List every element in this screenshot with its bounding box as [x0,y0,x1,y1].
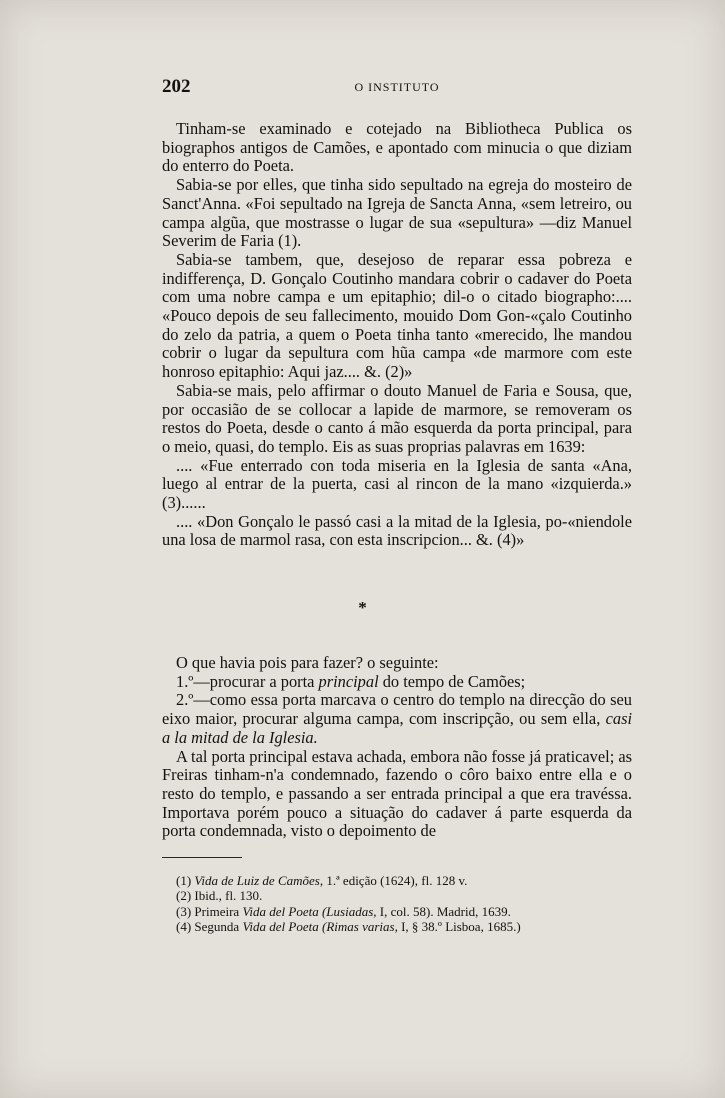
paragraph: O que havia pois para fazer? o seguinte: [176,653,439,672]
footnote [176,888,636,903]
section-separator: * [358,598,367,617]
footnote-text: Ibid., fl. 130. [194,888,263,904]
list-item-emphasis: casi a la mitad de la Iglesia. [162,709,632,747]
footnote-text: I, col. 58). Madrid, 1639. [376,903,511,919]
footnote-text: Primeira [194,903,243,919]
quotation: .... «Fue enterrado con toda miseria en la Iglesia de santa «Ana, luego al entrar de la puerta, casi al rincon de la mano «izquierda.» (3)...... [162,455,632,513]
paragraph: Tinham-se examinado e cotejado na Bibliotheca Publica os biographos antigos de Camões, e apontado com minucia o que diziam do enterro do Poeta. [162,119,632,176]
footnote-text: I, § 38.º Lisboa, 1685.) [397,918,521,934]
list-item [162,673,632,692]
running-title: O INSTITUTO [354,80,440,94]
footnote-number: (4) [176,918,192,934]
footnote-text: Segunda [194,918,243,934]
footnote-number: (1) [176,873,192,888]
footnote [176,873,636,888]
footnote-title: Vida del Poeta (Rimas varias, [242,918,398,934]
footnote-number: (2) [176,888,192,904]
footnote [176,919,636,934]
list-item-text: do tempo de Camões; [378,671,526,691]
list-item-text: 1.º—procurar a porta [176,671,319,691]
footnote [176,904,636,919]
footnote-title: Vida de Luiz de Camões, [194,873,324,888]
paragraph: Sabia-se mais, pelo affirmar o douto Manuel de Faria e Sousa, que, por occasião de se collocar a lapide de marmore, se removeram os restos do Poeta, desde o canto á mão esquerda da porta principal, para o meio, quasi, do templo. Eis as suas proprias palavras em 1639: [162,380,632,456]
main-text-continued [162,654,632,841]
main-text [162,120,632,550]
list-item [162,691,632,747]
paragraph: Sabia-se por elles, que tinha sido sepultado na egreja do mosteiro de Sanct'Anna. «Foi sepultado na Igreja de Sancta Anna, «sem letreiro, ou campa algũa, que mostrasse o lugar de sua «sepultura» —diz Manuel Severim de Faria (1). [162,175,632,251]
paragraph: A tal porta principal estava achada, embora não fosse já praticavel; as Freiras tinham-n'a condemnado, fazendo o côro baixo entre ella e o resto do templo, e passando a ser entrada principal a que era travéssa. Importava porém pouco a situação do cadaver á parte esquerda da porta condemnada, visto o depoimento de [162,746,633,841]
quotation: .... «Don Gonçalo le passó casi a la mitad de la Iglesia, po-«niendole una losa de marmol rasa, con esta inscripcion... &. (4)» [162,511,632,550]
list-item-text: 2.º—como essa porta marcava o centro do templo na direcção do seu eixo maior, procurar alguma campa, com inscripção, ou sem ella, [162,690,632,729]
page-number: 202 [162,76,191,97]
footnotes [176,873,636,934]
footnote-title: Vida del Poeta (Lusiadas, [242,903,377,919]
footnote-text: 1.ª edição (1624), fl. 128 v. [323,873,468,888]
page-header [162,76,632,100]
list-item-emphasis: principal [318,671,379,691]
paragraph: Sabia-se tambem, que, desejoso de reparar essa pobreza e indifferença, D. Gonçalo Coutinho mandara cobrir o cadaver do Poeta com uma nobre campa e um epitaphio; dil-o o citado biographo:.... «Pouco depois de seu fallecimento, mouido Dom Gon-«çalo Coutinho do zelo da patria, a quem o Poeta tinha tanto «merecido, lhe mandou cobrir o lugar da sepultura com hũa campa «de marmore com este honroso epitaphio: Aqui jaz.... &. (2)» [162,249,632,382]
footnote-number: (3) [176,903,192,919]
footnote-rule [162,857,242,858]
